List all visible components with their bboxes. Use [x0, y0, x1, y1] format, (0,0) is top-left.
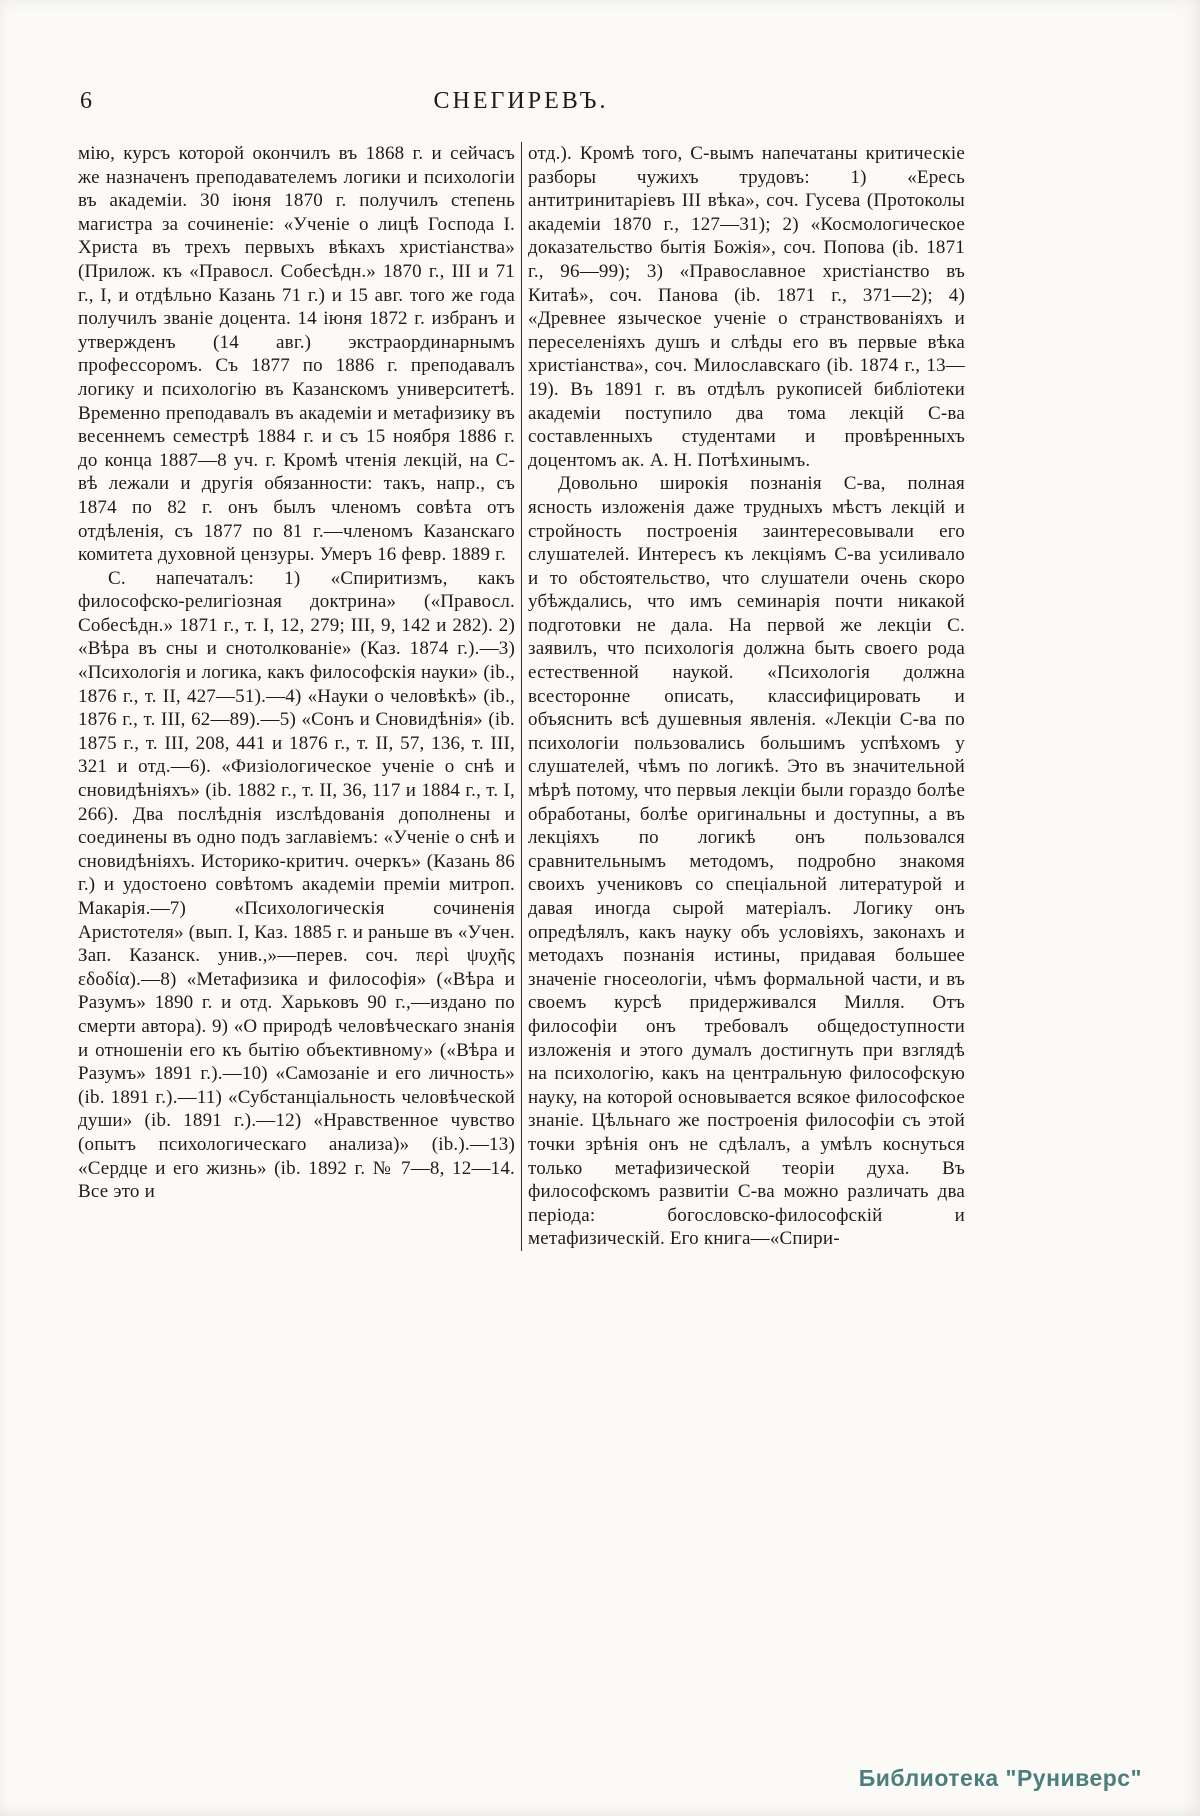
library-watermark: Библиотека "Руниверс" — [858, 1765, 1142, 1791]
page-header — [78, 88, 964, 120]
text-block — [78, 142, 966, 1251]
paragraph: мію, курсъ которой окончилъ въ 1868 г. и сейчасъ же назначенъ преподавателемъ логики и психологіи въ академіи. 30 іюня 1870 г. получилъ степень магистра за сочиненіе: «Ученіе о лицѣ Господа І. Христа въ трехъ первыхъ вѣкахъ христіанства» (Прилож. къ «Правосл. Собесѣдн.» 1870 г., III и 71 г., І, и отдѣльно Казань 71 г.) и 15 авг. того же года получилъ званіе доцента. 14 іюня 1872 г. избранъ и утвержденъ (14 авг.) экстраординарнымъ профессоромъ. Съ 1877 по 1886 г. преподавалъ логику и психологію въ Казанскомъ университетѣ. Временно преподавалъ въ академіи и метафизику въ весеннемъ семестрѣ 1884 г. и съ 15 ноября 1886 г. до конца 1887—8 уч. г. Кромѣ чтенія лекцій, на С-вѣ лежали и другія обязанности: такъ, напр., съ 1874 по 82 г. онъ былъ членомъ совѣта отъ отдѣленія, съ 1877 по 81 г.—членомъ Казанскаго комитета духовной цензуры. Умеръ 16 февр. 1889 г. — [78, 143, 515, 566]
page-number: 6 — [80, 88, 92, 114]
text-column-left — [78, 142, 521, 1251]
paragraph: С. напечаталъ: 1) «Спиритизмъ, какъ философско-религіозная доктрина» («Правосл. Собесѣдн.» 1871 г., т. I, 12, 279; III, 9, 142 и 282). 2) «Вѣра въ сны и снотолкованіе» (Каз. 1874 г.).—3) «Психологія и логика, какъ философскія науки» (ib., 1876 г., т. II, 427—51).—4) «Науки о человѣкѣ» (ib., 1876 г., т. III, 62—89).—5) «Сонъ и Сновидѣнія» (ib. 1875 г., т. III, 208, 441 и 1876 г., т. II, 57, 136, т. III, 321 и отд.—6). «Физіологическое ученіе о снѣ и сновидѣніяхъ» (ib. 1882 г., т. II, 36, 117 и 1884 г., т. I, 266). Два послѣднія изслѣдованія дополнены и соединены въ одно подъ заглавіемъ: «Ученіе о снѣ и сновидѣніяхъ. Историко-критич. очеркъ» (Казань 86 г.) и удостоено совѣтомъ академіи преміи митроп. Макарія.—7) «Психологическія сочиненія Аристотеля» (вып. I, Каз. 1885 г. и раньше въ «Учен. Зап. Казанск. унив.,»—перев. соч. περὶ ψυχῆς εδοδία).—8) «Метафизика и философія» («Вѣра и Разумъ» 1890 г. и отд. Харьковъ 90 г.,—издано по смерти автора). 9) «О природѣ человѣческаго знанія и отношеніи его къ бытію объективному» («Вѣра и Разумъ» 1891 г.).—10) «Самозаніе и его личность» (ib. 1891 г.).—11) «Субстанціальность человѣческой души» (ib. 1891 г.).—12) «Нравственное чувство (опытъ психологическаго анализа)» (ib.).—13) «Сердце и его жизнь» (ib. 1892 г. № 7—8, 12—14. Все это и — [78, 567, 515, 1203]
page-header-title: СНЕГИРЕВЪ. — [433, 88, 609, 114]
paragraph: отд.). Кромѣ того, С-вымъ напечатаны критическіе разборы чужихъ трудовъ: 1) «Ересь антитринитаріевъ III вѣка», соч. Гусева (Протоколы академіи 1870 г., 127—31); 2) «Космологическое доказательство бытія Божія», соч. Попова (ib. 1871 г., 96—99); 3) «Православное христіанство въ Китаѣ», соч. Панова (ib. 1871 г., 371—2); 4) «Древнее языческое ученіе о странствованіяхъ и переселеніяхъ душъ и слѣды его въ первые вѣка христіанства», соч. Милославскаго (ib. 1874 г., 13—19). Въ 1891 г. въ отдѣлъ рукописей библіотеки академіи поступило два тома лекцій С-ва составленныхъ студентами и провѣренныхъ доцентомъ ак. А. Н. Потѣхинымъ. — [528, 143, 965, 471]
paragraph: Довольно широкія познанія С-ва, полная ясность изложенія даже трудныхъ мѣстъ лекцій и стройность построенія заинтересовывали его слушателей. Интересъ къ лекціямъ С-ва усиливало и то обстоятельство, что слушатели очень скоро убѣждались, что имъ семинарія почти никакой подготовки не дала. На первой же лекціи С. заявилъ, что психологія должна быть своего рода естественной наукой. «Психологія должна всесторонне описать, классифицировать и объяснить всѣ душевныя явленія. «Лекціи С-ва по психологіи пользовались большимъ успѣхомъ у слушателей, чѣмъ по логикѣ. Это въ значительной мѣрѣ потому, что первыя лекціи были гораздо болѣе обработаны, болѣе оригинальны и доступны, а въ лекціяхъ по логикѣ онъ пользовался сравнительнымъ методомъ, подробно знакомя своихъ учениковъ со спеціальной литературой и давая иногда сырой матеріалъ. Логику онъ опредѣлялъ, какъ науку объ условіяхъ, законахъ и методахъ познанія истины, придавая большее значеніе гносеологіи, чѣмъ формальной части, и въ своемъ курсѣ придерживался Милля. Отъ философіи онъ требовалъ общедоступности изложенія и этого думалъ достигнуть при взглядѣ на психологію, какъ на центральную философскую науку, на которой основывается всякое философское знаніе. Цѣльнаго же построенія философіи съ этой точки зрѣнія онъ не сдѣлалъ, а умѣлъ коснуться только метафизической теоріи духа. Въ философскомъ развитіи С-ва можно различать два періода: богословско-философскій и метафизическій. Его книга—«Спири- — [528, 473, 965, 1250]
text-column-right — [522, 142, 965, 1251]
